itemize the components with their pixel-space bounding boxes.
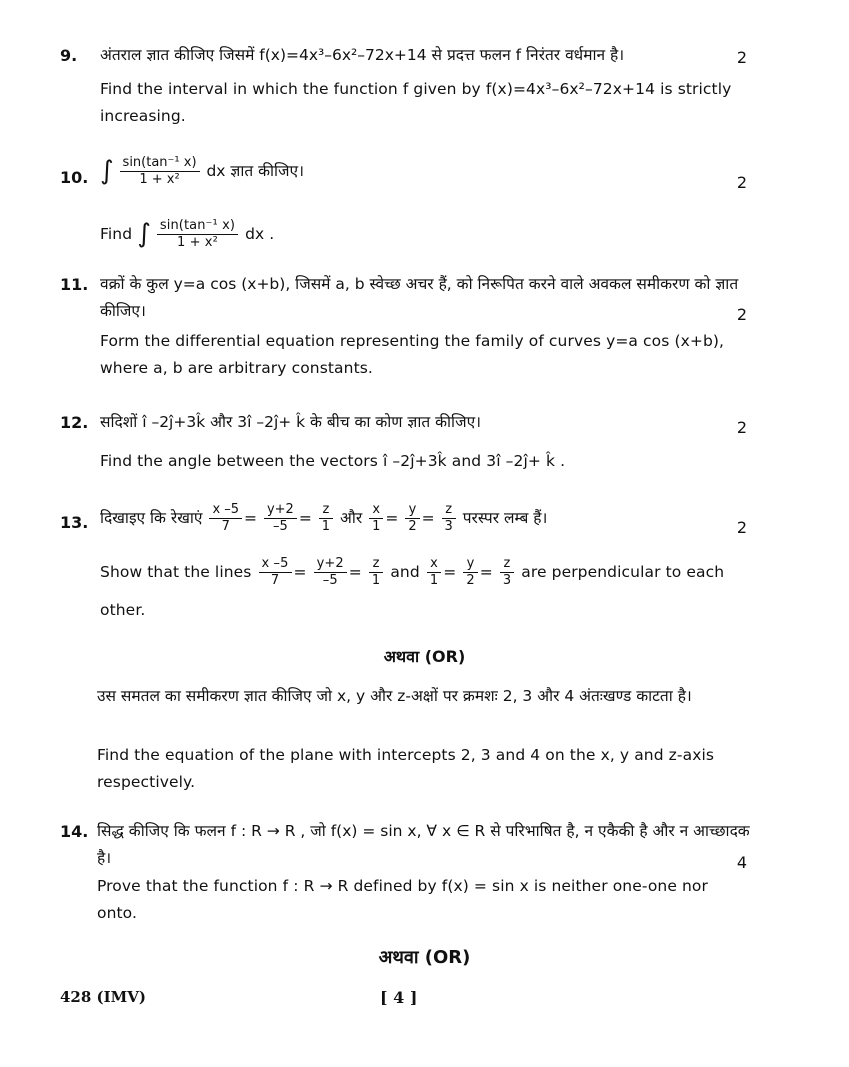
question-marks: 2	[736, 305, 747, 324]
question-hindi: अंतराल ज्ञात कीजिए जिसमें f(x)=4x³–6x²–72x+14 से प्रदत्त फलन f निरंतर वर्धमान है।	[100, 46, 625, 64]
question-english: Prove that the function f : R → R defined by f(x) = sin x is neither one-one nor onto.	[97, 877, 708, 922]
question-number: 12.	[60, 413, 89, 432]
integrand-fraction: $\frac{\text{sin(tan⁻¹ x)}}{\text{1 + x²}}$	[157, 218, 238, 251]
paper-code: 428 (IMV)	[60, 988, 146, 1006]
question-hindi: सिद्ध कीजिए कि फलन f : R → R , जो f(x) = sin x, ∀ x ∈ R से परिभाषित है, न एकैकी है और न आच्छादक है।	[97, 822, 750, 867]
question-hindi-tail: dx ज्ञात कीजिए।	[206, 162, 304, 180]
or-label: अथवा (OR)	[378, 947, 471, 968]
line2-z-fraction: $\frac{z}{3}$	[500, 556, 514, 589]
question-hindi: सदिशों î –2ĵ+3k̂ और 3î –2ĵ+ k̂ के बीच का कोण ज्ञात कीजिए।	[100, 413, 482, 431]
integrand-fraction: $\frac{\text{sin(tan⁻¹ x)}}{\text{1 + x²}}$	[120, 155, 200, 188]
integral-sign: ∫	[100, 156, 114, 186]
question-marks: 2	[736, 518, 747, 537]
question-marks: 2	[736, 48, 747, 67]
question-english-cont: other.	[100, 601, 146, 619]
question-hindi	[100, 155, 750, 188]
question-english: Find the interval in which the function f given by f(x)=4x³–6x²–72x+14 is strictly increasing.	[100, 80, 732, 125]
english-prefix: Find	[100, 225, 133, 243]
question-number: 11.	[60, 275, 89, 294]
line2-y-fraction: $\frac{y}{2}$	[405, 502, 419, 535]
line1-y-fraction: $\frac{y+2}{-5}$	[264, 502, 297, 535]
question-english: Form the differential equation representing the family of curves y=a cos (x+b), where a, b are arbitrary constants.	[100, 332, 725, 377]
question-number: 9.	[60, 46, 78, 65]
question-hindi: दिखाइए कि रेखाएं $\frac{x -5}{7}$ = $\frac{y+2}{-5}$ = $\frac{z}{1}$ और $\frac{x}{1}$ = $\frac{y}{2}$ = $\frac{z}{3}$ परस्पर लम्ब हैं।	[100, 502, 548, 534]
english-tail: are perpendicular to each	[521, 563, 725, 581]
line1-z-fraction: $\frac{z}{1}$	[369, 556, 383, 589]
question-english: Show that the lines $\frac{x -5}{7}$ = $\frac{y+2}{-5}$ = $\frac{z}{1}$ and $\frac{x}{1}$ = $\frac{y}{2}$ = $\frac{z}{3}$ are perpendicular to each	[100, 556, 725, 588]
line2-x-fraction: $\frac{x}{1}$	[427, 556, 441, 589]
question-english: Find the angle between the vectors î –2ĵ+3k̂ and 3î –2ĵ+ k̂ .	[100, 452, 566, 470]
line2-y-fraction: $\frac{y}{2}$	[463, 556, 477, 589]
line1-y-fraction: $\frac{y+2}{-5}$	[314, 556, 347, 589]
question-marks: 2	[736, 418, 747, 437]
english-tail: dx .	[245, 225, 275, 243]
or-label: अथवा (OR)	[383, 647, 466, 666]
or-question-hindi: उस समतल का समीकरण ज्ञात कीजिए जो x, y और z-अक्षों पर क्रमशः 2, 3 और 4 अंतःखण्ड काटता है।	[97, 687, 692, 705]
question-hindi: वक्रों के कुल y=a cos (x+b), जिसमें a, b स्वेच्छ अचर हैं, को निरूपित करने वाले अवकल समीकरण को ज्ञात कीजिए।	[100, 275, 739, 320]
line1-x-fraction: $\frac{x -5}{7}$	[209, 502, 242, 535]
line2-x-fraction: $\frac{x}{1}$	[369, 502, 383, 535]
page-number: [ 4 ]	[380, 988, 418, 1007]
or-question-english: Find the equation of the plane with intercepts 2, 3 and 4 on the x, y and z-axis respectively.	[97, 746, 715, 791]
question-english	[100, 218, 750, 251]
question-number: 14.	[60, 822, 89, 841]
question-marks: 4	[736, 853, 747, 872]
english-mid: and	[390, 563, 420, 581]
line1-z-fraction: $\frac{z}{1}$	[319, 502, 333, 535]
hindi-prefix: दिखाइए कि रेखाएं	[100, 509, 203, 527]
question-number: 13.	[60, 513, 89, 532]
hindi-tail: परस्पर लम्ब हैं।	[462, 509, 548, 527]
line2-z-fraction: $\frac{z}{3}$	[442, 502, 456, 535]
english-prefix: Show that the lines	[100, 563, 252, 581]
line1-x-fraction: $\frac{x -5}{7}$	[259, 556, 292, 589]
question-marks: 2	[736, 173, 747, 192]
hindi-mid: और	[339, 509, 363, 527]
question-number: 10.	[60, 168, 89, 187]
integral-sign: ∫	[137, 219, 151, 249]
